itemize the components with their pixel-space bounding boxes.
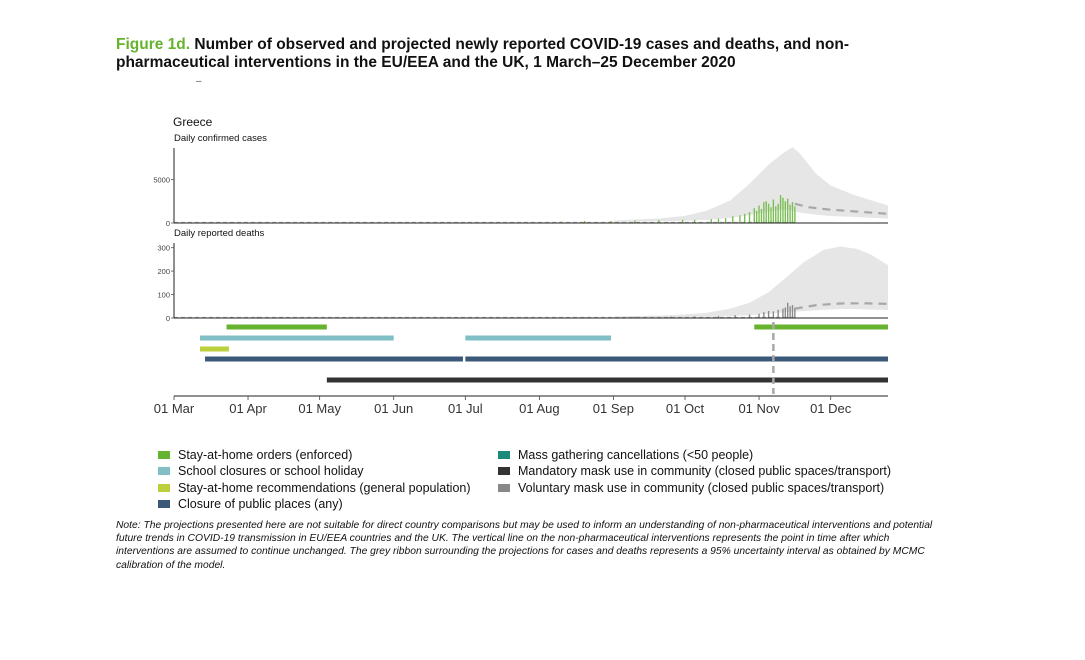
figure-note: Note: The projections presented here are not suitable for direct country comparisons but may be used to inform an understanding of non-pharmaceutical interventions and potential future trends in COVID-19 transmission in EU/EEA countries and the UK. The vertical line on the non-pharmaceutical interventions represents the point in time after which interventions are assumed to continue unchanged. The grey ribbon surrounding the projections for cases and deaths represents a 95% uncertainty interval as obtained by MCMC calibration of the model. (116, 520, 933, 571)
deaths-bar (773, 311, 774, 318)
deaths-y-tick-label: 0 (165, 314, 170, 323)
deaths-bar (763, 312, 764, 318)
intervention-bar (465, 336, 611, 341)
x-axis (154, 396, 888, 416)
legend-swatch (498, 451, 510, 459)
cases-bar (754, 208, 755, 223)
cases-panel-label: Daily confirmed cases (174, 133, 267, 144)
cases-bar (763, 202, 764, 223)
deaths-panel (157, 243, 888, 323)
x-tick-label: 01 Jun (374, 401, 414, 416)
legend-item (498, 480, 891, 496)
cases-bar (768, 204, 769, 223)
x-tick-label: 01 Aug (519, 401, 560, 416)
deaths-uncertainty-ribbon (613, 247, 888, 318)
cases-bar (787, 199, 788, 223)
deaths-bar (792, 305, 793, 318)
cases-bar (794, 206, 795, 223)
cases-bar (718, 219, 719, 223)
deaths-y-tick-label: 300 (157, 243, 170, 253)
cases-bar (770, 207, 771, 223)
legend-item (158, 463, 471, 479)
cases-bar (789, 205, 790, 223)
interventions-panel (200, 322, 888, 394)
legend-item (158, 447, 471, 463)
cases-bar (758, 206, 759, 223)
cases-bar (766, 201, 767, 223)
x-tick-label: 01 Jul (447, 401, 483, 416)
x-tick-label: 01 May (298, 401, 341, 416)
deaths-panel-label: Daily reported deaths (174, 228, 265, 239)
cases-bar (780, 195, 781, 223)
intervention-bar (465, 357, 888, 362)
country-title: Greece (173, 115, 213, 129)
legend-label: Stay-at-home recommendations (general population) (178, 480, 471, 495)
legend-label: Voluntary mask use in community (closed public spaces/transport) (518, 480, 885, 495)
deaths-y-tick-label: 200 (157, 267, 170, 277)
intervention-bar (327, 378, 888, 383)
cases-uncertainty-ribbon (613, 147, 888, 222)
legend-item (158, 496, 471, 512)
legend-label: Mandatory mask use in community (closed public spaces/transport) (518, 464, 892, 479)
cases-bar (761, 209, 762, 223)
legend-swatch (158, 500, 170, 508)
deaths-bar (768, 311, 769, 318)
legend-swatch (158, 467, 170, 475)
cases-bar (756, 211, 757, 223)
legend-swatch (158, 484, 170, 492)
x-tick-label: 01 Nov (738, 401, 780, 416)
legend-right (498, 447, 891, 496)
cases-bar (725, 218, 726, 223)
legend-item (498, 447, 891, 463)
legend-left (158, 447, 471, 512)
legend-swatch (158, 451, 170, 459)
cases-panel (153, 147, 888, 228)
x-tick-label: 01 Sep (592, 401, 634, 416)
deaths-y-tick-label: 100 (157, 290, 170, 300)
deaths-bar (787, 303, 788, 318)
cases-bar (775, 206, 776, 223)
dash-mark: – (196, 76, 202, 87)
cases-bar (749, 212, 750, 223)
deaths-bar (758, 314, 759, 318)
x-tick-label: 01 Apr (229, 401, 267, 416)
intervention-bar (200, 336, 394, 341)
cases-y-tick-label: 5000 (153, 175, 170, 185)
legend-swatch (498, 484, 510, 492)
x-tick-label: 01 Dec (810, 401, 852, 416)
cases-bar (777, 204, 778, 223)
x-tick-label: 01 Oct (665, 401, 705, 416)
legend-label: Stay-at-home orders (enforced) (178, 448, 353, 463)
intervention-bar (205, 357, 463, 362)
intervention-bar (227, 325, 327, 330)
deaths-bar (789, 306, 790, 318)
legend-label: Closure of public places (any) (178, 497, 343, 512)
cases-bar (739, 215, 740, 223)
figure-label: Figure 1d. (116, 36, 191, 53)
legend-label: Mass gathering cancellations (<50 people) (518, 448, 754, 463)
cases-y-tick-label: 0 (165, 219, 170, 228)
cases-bar (711, 219, 712, 223)
deaths-bar (749, 314, 750, 318)
deaths-bar (785, 307, 786, 318)
legend-label: School closures or school holiday (178, 464, 364, 479)
cases-bar (782, 198, 783, 223)
cases-bar (744, 214, 745, 223)
cases-bar (792, 202, 793, 223)
cases-bar (732, 216, 733, 223)
legend-item (158, 480, 471, 496)
deaths-bar (782, 309, 783, 318)
x-tick-label: 01 Mar (153, 401, 195, 416)
cases-bar (785, 201, 786, 223)
deaths-bar (777, 310, 778, 318)
legend-swatch (498, 467, 510, 475)
intervention-bar (200, 347, 229, 352)
legend-item (498, 463, 891, 479)
cases-bar (773, 199, 774, 223)
figure-title-text: Number of observed and projected newly reported COVID-19 cases and deaths, and non-pharmaceutical interventions in the EU/EEA and the UK, 1 March–25 December 2020 (116, 36, 849, 71)
